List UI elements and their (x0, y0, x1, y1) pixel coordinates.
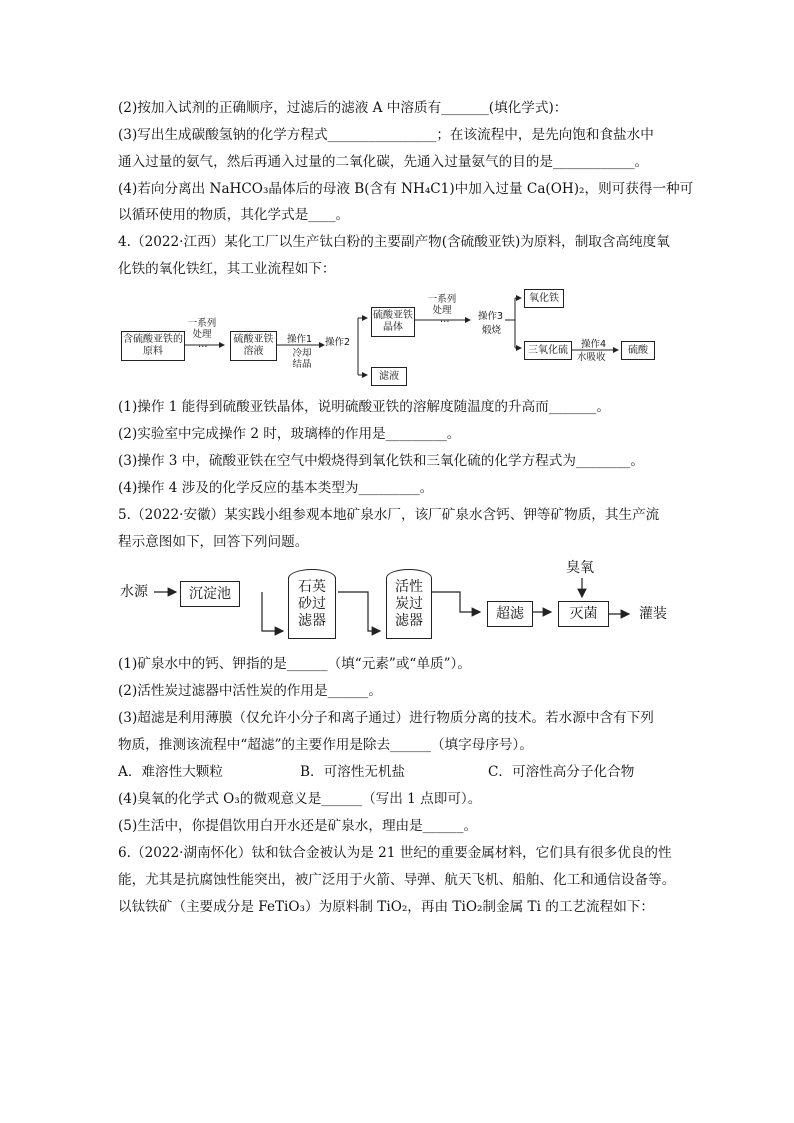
problem6-line-2: 能，尤其是抗腐蚀性能突出，被广泛用于火箭、导弹、航天飞机、船舶、化工和通信设备等。 (118, 872, 676, 888)
q4-line-1: (4)若向分离出 NaHCO₃晶体后的母液 B(含有 NH₄C1)中加入过量 Ca(OH)₂，则可获得一种可 (118, 181, 694, 197)
step1-dots: … (198, 339, 208, 350)
q4-line-2: 以循环使用的物质，其化学式是____。 (118, 207, 350, 223)
problem5-q4: (4)臭氧的化学式 O₃的微观意义是______（写出 1 点即可）。 (118, 791, 482, 807)
sulfur-trioxide-box: 三氧化硫 (524, 341, 572, 360)
problem5-q5: (5)生活中，你提倡饮用白开水还是矿泉水，理由是______。 (118, 818, 478, 834)
ferrous-sulfate-crystal-box: 硫酸亚铁晶体 (371, 307, 415, 337)
operation3-label: 操作3 (478, 311, 504, 322)
option-a: A．难溶性大颗粒 (118, 764, 223, 780)
iron-oxide-box: 氧化铁 (524, 289, 564, 308)
ferrous-sulfate-solution-box: 硫酸亚铁溶液 (230, 331, 277, 361)
problem4-q2: (2)实验室中完成操作 2 时，玻璃棒的作用是_________。 (118, 426, 461, 442)
raw-material-box: 含硫酸亚铁的原料 (121, 331, 185, 361)
option-b: B．可溶性无机盐 (300, 764, 406, 780)
sulfuric-acid-box: 硫酸 (621, 341, 655, 360)
option-c: C．可溶性高分子化合物 (488, 764, 635, 780)
problem5-q1: (1)矿泉水中的钙、钾指的是______（填“元素”或“单质”）。 (118, 656, 471, 672)
filtrate-box: 滤液 (371, 367, 407, 386)
water-source-label: 水源 (120, 584, 148, 600)
bottling-label: 灌装 (639, 606, 667, 622)
q3-line-1: (3)写出生成碳酸氢钠的化学方程式________________；在该流程中，是先向饱和食盐水中 (118, 127, 654, 143)
problem5-q3-line-1: (3)超滤是利用薄膜（仅允许小分子和离子通过）进行物质分离的技术。若水源中含有下列 (118, 710, 654, 726)
step2-label: 一系列处理 (427, 294, 457, 316)
ozone-label: 臭氧 (566, 560, 594, 576)
problem6-line-3: 以钛铁矿（主要成分是 FeTiO₃）为原料制 TiO₂，再由 TiO₂制金属 Ti 的工艺流程如下： (118, 899, 654, 915)
problem5-line-2: 程示意图如下，回答下列问题。 (118, 534, 309, 550)
problem5-q3-line-2: 物质，推测该流程中“超滤”的主要作用是除去______（填字母序号）。 (118, 737, 533, 753)
problem5-line-1: 5.（2022·安徽）某实践小组参观本地矿泉水厂，该厂矿泉水含钙、钾等矿物质，其生产流 (118, 507, 660, 523)
quartz-sand-filter: 石英砂过滤器 (288, 569, 336, 639)
settling-tank-box: 沉淀池 (180, 581, 240, 607)
problem4-q3: (3)操作 3 中，硫酸亚铁在空气中煅烧得到氧化铁和三氧化硫的化学方程式为________。 (118, 453, 644, 469)
problem4-line-2: 化铁的氧化铁红，其工业流程如下： (118, 261, 336, 277)
step1-label: 一系列处理 (187, 318, 217, 340)
activated-carbon-filter: 活性炭过滤器 (386, 569, 432, 639)
problem6-line-1: 6.（2022·湖南怀化）钛和钛合金被认为是 21 世纪的重要金属材料，它们具有很多优良的性 (118, 845, 672, 861)
operation2-label: 操作2 (325, 337, 351, 348)
operation4-label: 操作4 (581, 339, 607, 350)
sterilization-box: 灭菌 (558, 601, 609, 627)
operation1-note: 冷却结晶 (292, 348, 312, 370)
problem5-q2: (2)活性炭过滤器中活性炭的作用是______。 (118, 683, 382, 699)
operation3-note: 煅烧 (482, 325, 502, 336)
problem4-q1: (1)操作 1 能得到硫酸亚铁晶体，说明硫酸亚铁的溶解度随温度的升高而_______。 (118, 399, 610, 415)
problem4-line-1: 4.（2022·江西）某化工厂以生产钛白粉的主要副产物(含硫酸亚铁)为原料，制取含高纯度氧 (118, 234, 670, 250)
operation4-note: 水吸收 (577, 352, 606, 363)
ultrafiltration-box: 超滤 (487, 601, 533, 627)
problem4-q4: (4)操作 4 涉及的化学反应的基本类型为_________。 (118, 480, 434, 496)
q3-line-2: 通入过量的氨气，然后再通入过量的二氧化碳，先通入过量氨气的目的是____________。 (118, 154, 649, 170)
operation1-label: 操作1 (287, 334, 313, 345)
q2-line: (2)按加入试剂的正确顺序，过滤后的滤液 A 中溶质有_______(填化学式)： (118, 100, 568, 116)
step2-dots: … (440, 314, 450, 325)
